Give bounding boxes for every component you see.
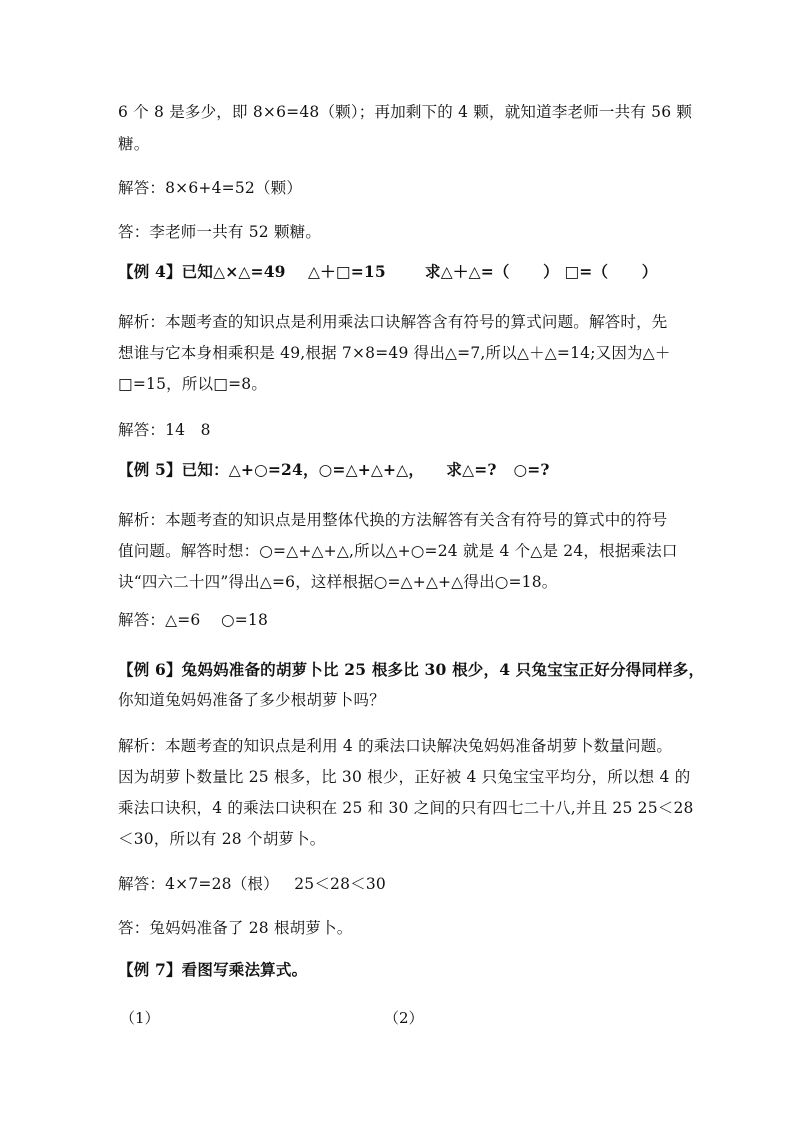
- analysis-6-line-2: 因为胡萝卜数量比 25 根多，比 30 根少，正好被 4 只兔宝宝平均分，所以想 4 的: [118, 768, 691, 786]
- example-4-heading: 【例 4】已知△×△=49 △＋□=15 求△＋△=（ ） □=（ ）: [118, 262, 658, 281]
- text-line-2: 糖。: [118, 135, 150, 153]
- analysis-6-line-4: ＜30，所以有 28 个胡萝卜。: [118, 830, 326, 848]
- analysis-4-line-3: □=15，所以□=8。: [118, 375, 268, 393]
- answer-6-summary: 答：兔妈妈准备了 28 根胡萝卜。: [118, 919, 353, 937]
- answer-6: 解答：4×7=28（根） 25＜28＜30: [118, 875, 386, 893]
- answer-line: 解答：8×6+4=52（颗）: [118, 179, 303, 197]
- part-1-label: （1）: [120, 1009, 160, 1027]
- analysis-6-line-3: 乘法口诀积，4 的乘法口诀积在 25 和 30 之间的只有四七二十八,并且 25 25＜28: [118, 799, 694, 817]
- analysis-5-line-3: 诀“四六二十四”得出△=6，这样根据○=△+△+△得出○=18。: [118, 573, 558, 591]
- analysis-4-line-1: 解析：本题考查的知识点是利用乘法口诀解答含有符号的算式问题。解答时，先: [118, 313, 668, 331]
- part-2-label: （2）: [384, 1009, 424, 1027]
- analysis-6-line-1: 解析：本题考查的知识点是利用 4 的乘法口诀解决兔妈妈准备胡萝卜数量问题。: [118, 737, 673, 755]
- example-6-question: 你知道兔妈妈准备了多少根胡萝卜吗？: [118, 691, 385, 709]
- analysis-5-line-2: 值问题。解答时想：○=△+△+△,所以△+○=24 就是 4 个△是 24，根据乘法口: [118, 542, 678, 560]
- analysis-4-line-2: 想谁与它本身相乘积是 49,根据 7×8=49 得出△=7,所以△＋△=14;又因为△＋: [118, 344, 671, 362]
- example-6-heading: 【例 6】兔妈妈准备的胡萝卜比 25 根多比 30 根少，4 只兔宝宝正好分得同样多，: [118, 660, 705, 679]
- answer-4: 解答：14 8: [118, 421, 211, 439]
- text-line-1: 6 个 8 是多少，即 8×6=48（颗）；再加剩下的 4 颗，就知道李老师一共有 56 颗: [118, 103, 693, 121]
- example-5-heading: 【例 5】已知：△+○=24，○=△+△+△， 求△=? ○=?: [118, 460, 550, 479]
- answer-summary: 答：李老师一共有 52 颗糖。: [118, 223, 322, 241]
- example-7-heading: 【例 7】看图写乘法算式。: [118, 960, 308, 979]
- answer-5: 解答：△=6 ○=18: [118, 611, 269, 629]
- analysis-5-line-1: 解析：本题考查的知识点是用整体代换的方法解答有关含有符号的算式中的符号: [118, 511, 668, 529]
